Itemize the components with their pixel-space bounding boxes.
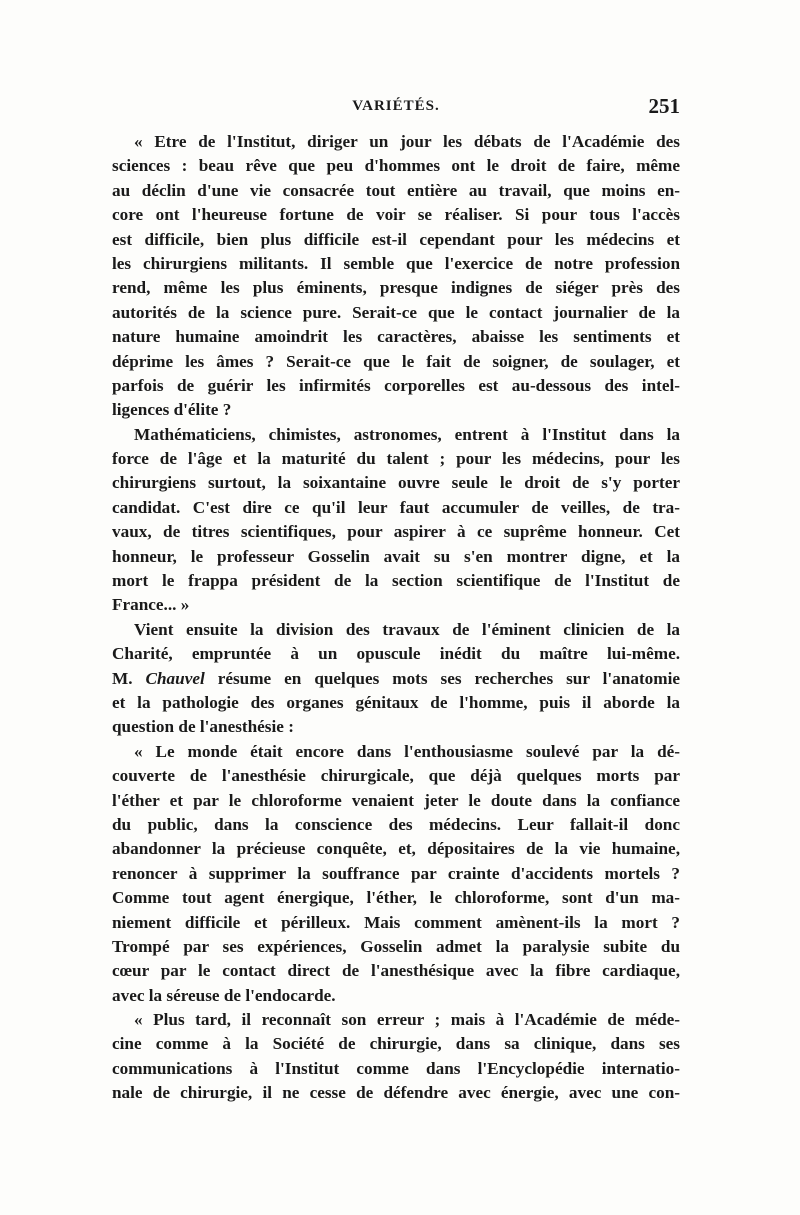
text-line: renoncer à supprimer la souffrance par crainte d'accidents mortels ? (112, 863, 680, 883)
text-line: vaux, de titres scientifiques, pour aspirer à ce suprême honneur. Cet (112, 522, 680, 542)
text-line: Vient ensuite la division des travaux de l'éminent clinicien de la (134, 619, 680, 639)
text-line: candidat. C'est dire ce qu'il leur faut accumuler de veilles, de tra- (112, 497, 680, 517)
paragraph-anesthesie (112, 740, 680, 1008)
text-line: Comme tout agent énergique, l'éther, le chloroforme, sont d'un ma- (112, 888, 680, 908)
text-line: mort le frappa président de la section scientifique de l'Institut de (112, 571, 680, 591)
text-line: est difficile, bien plus difficile est-il cependant pour les médecins et (112, 229, 680, 249)
text-line: cœur par le contact direct de l'anesthésique avec la fibre cardiaque, (112, 961, 680, 981)
page-number: 251 (648, 94, 680, 118)
running-head (112, 94, 680, 124)
paragraph-division-travaux (112, 618, 680, 740)
text-line: ligences d'élite ? (112, 400, 232, 420)
text-line: Charité, empruntée à un opuscule inédit du maître lui-même. (112, 644, 680, 664)
text-line: force de l'âge et la maturité du talent ; pour les médecins, pour les (112, 449, 680, 469)
text-line: niement difficile et périlleux. Mais comment amènent-ils la mort ? (112, 912, 680, 932)
text-line: rend, même les plus éminents, presque indignes de siéger près des (112, 278, 680, 298)
text-line: et la pathologie des organes génitaux de l'homme, puis il aborde la (112, 692, 680, 712)
text-line: « Plus tard, il reconnaît son erreur ; mais à l'Académie de méde- (134, 1010, 680, 1030)
text-line: question de l'anesthésie : (112, 717, 294, 737)
paragraph-mathematiciens (112, 423, 680, 618)
text-line: nature humaine amoindrit les caractères, abaisse les sentiments et (112, 327, 680, 347)
text-line: nale de chirurgie, il ne cesse de défendre avec énergie, avec une con- (112, 1083, 680, 1103)
paragraph-plus-tard (112, 1008, 680, 1106)
text-line: « Le monde était encore dans l'enthousiasme soulevé par la dé- (134, 741, 680, 761)
text-line: les chirurgiens militants. Il semble que l'exercice de notre profession (112, 253, 680, 273)
text-line: core ont l'heureuse fortune de voir se réaliser. Si pour tous l'accès (112, 205, 680, 225)
paragraph-institut (112, 130, 680, 423)
text-line: au déclin d'une vie consacrée tout entière au travail, que moins en- (112, 180, 680, 200)
text-line: abandonner la précieuse conquête, et, dépositaires de la vie humaine, (112, 839, 680, 859)
text-line: Trompé par ses expériences, Gosselin admet la paralysie subite du (112, 936, 680, 956)
text-line: parfois de guérir les infirmités corporelles est au-dessous des intel- (112, 375, 680, 395)
text-line: sciences : beau rêve que peu d'hommes ont le droit de faire, même (112, 156, 680, 176)
text-line: communications à l'Institut comme dans l'Encyclopédie internatio- (112, 1058, 680, 1078)
text-line: du public, dans la conscience des médecins. Leur fallait-il donc (112, 814, 680, 834)
text-line: couverte de l'anesthésie chirurgicale, que déjà quelques morts par (112, 766, 680, 786)
text-line: « Etre de l'Institut, diriger un jour les débats de l'Académie des (134, 132, 680, 151)
text-line: l'éther et par le chloroforme venaient jeter le doute dans la confiance (112, 790, 680, 810)
text-line: France... » (112, 595, 190, 615)
chauvel-line-before: M. (112, 668, 146, 688)
text-line: cine comme à la Société de chirurgie, dans sa clinique, dans ses (112, 1034, 680, 1054)
chauvel-line-after: résume en quelques mots ses recherches sur l'anatomie (204, 668, 680, 688)
text-line: autorités de la science pure. Serait-ce que le contact journalier de la (112, 302, 680, 322)
body-text (112, 130, 680, 1106)
text-line-chauvel (112, 667, 680, 691)
text-line: Mathématiciens, chimistes, astronomes, entrent à l'Institut dans la (134, 424, 680, 444)
text-line: avec la séreuse de l'endocarde. (112, 985, 336, 1005)
text-line: chirurgiens surtout, la soixantaine ouvre seule le droit de s'y porter (112, 473, 680, 493)
running-title: VARIÉTÉS. (352, 98, 440, 114)
text-line: honneur, le professeur Gosselin avait su s'en montrer digne, et la (112, 546, 680, 566)
author-name-chauvel: Chauvel (145, 668, 205, 688)
text-line: déprime les âmes ? Serait-ce que le fait de soigner, de soulager, et (112, 351, 680, 371)
